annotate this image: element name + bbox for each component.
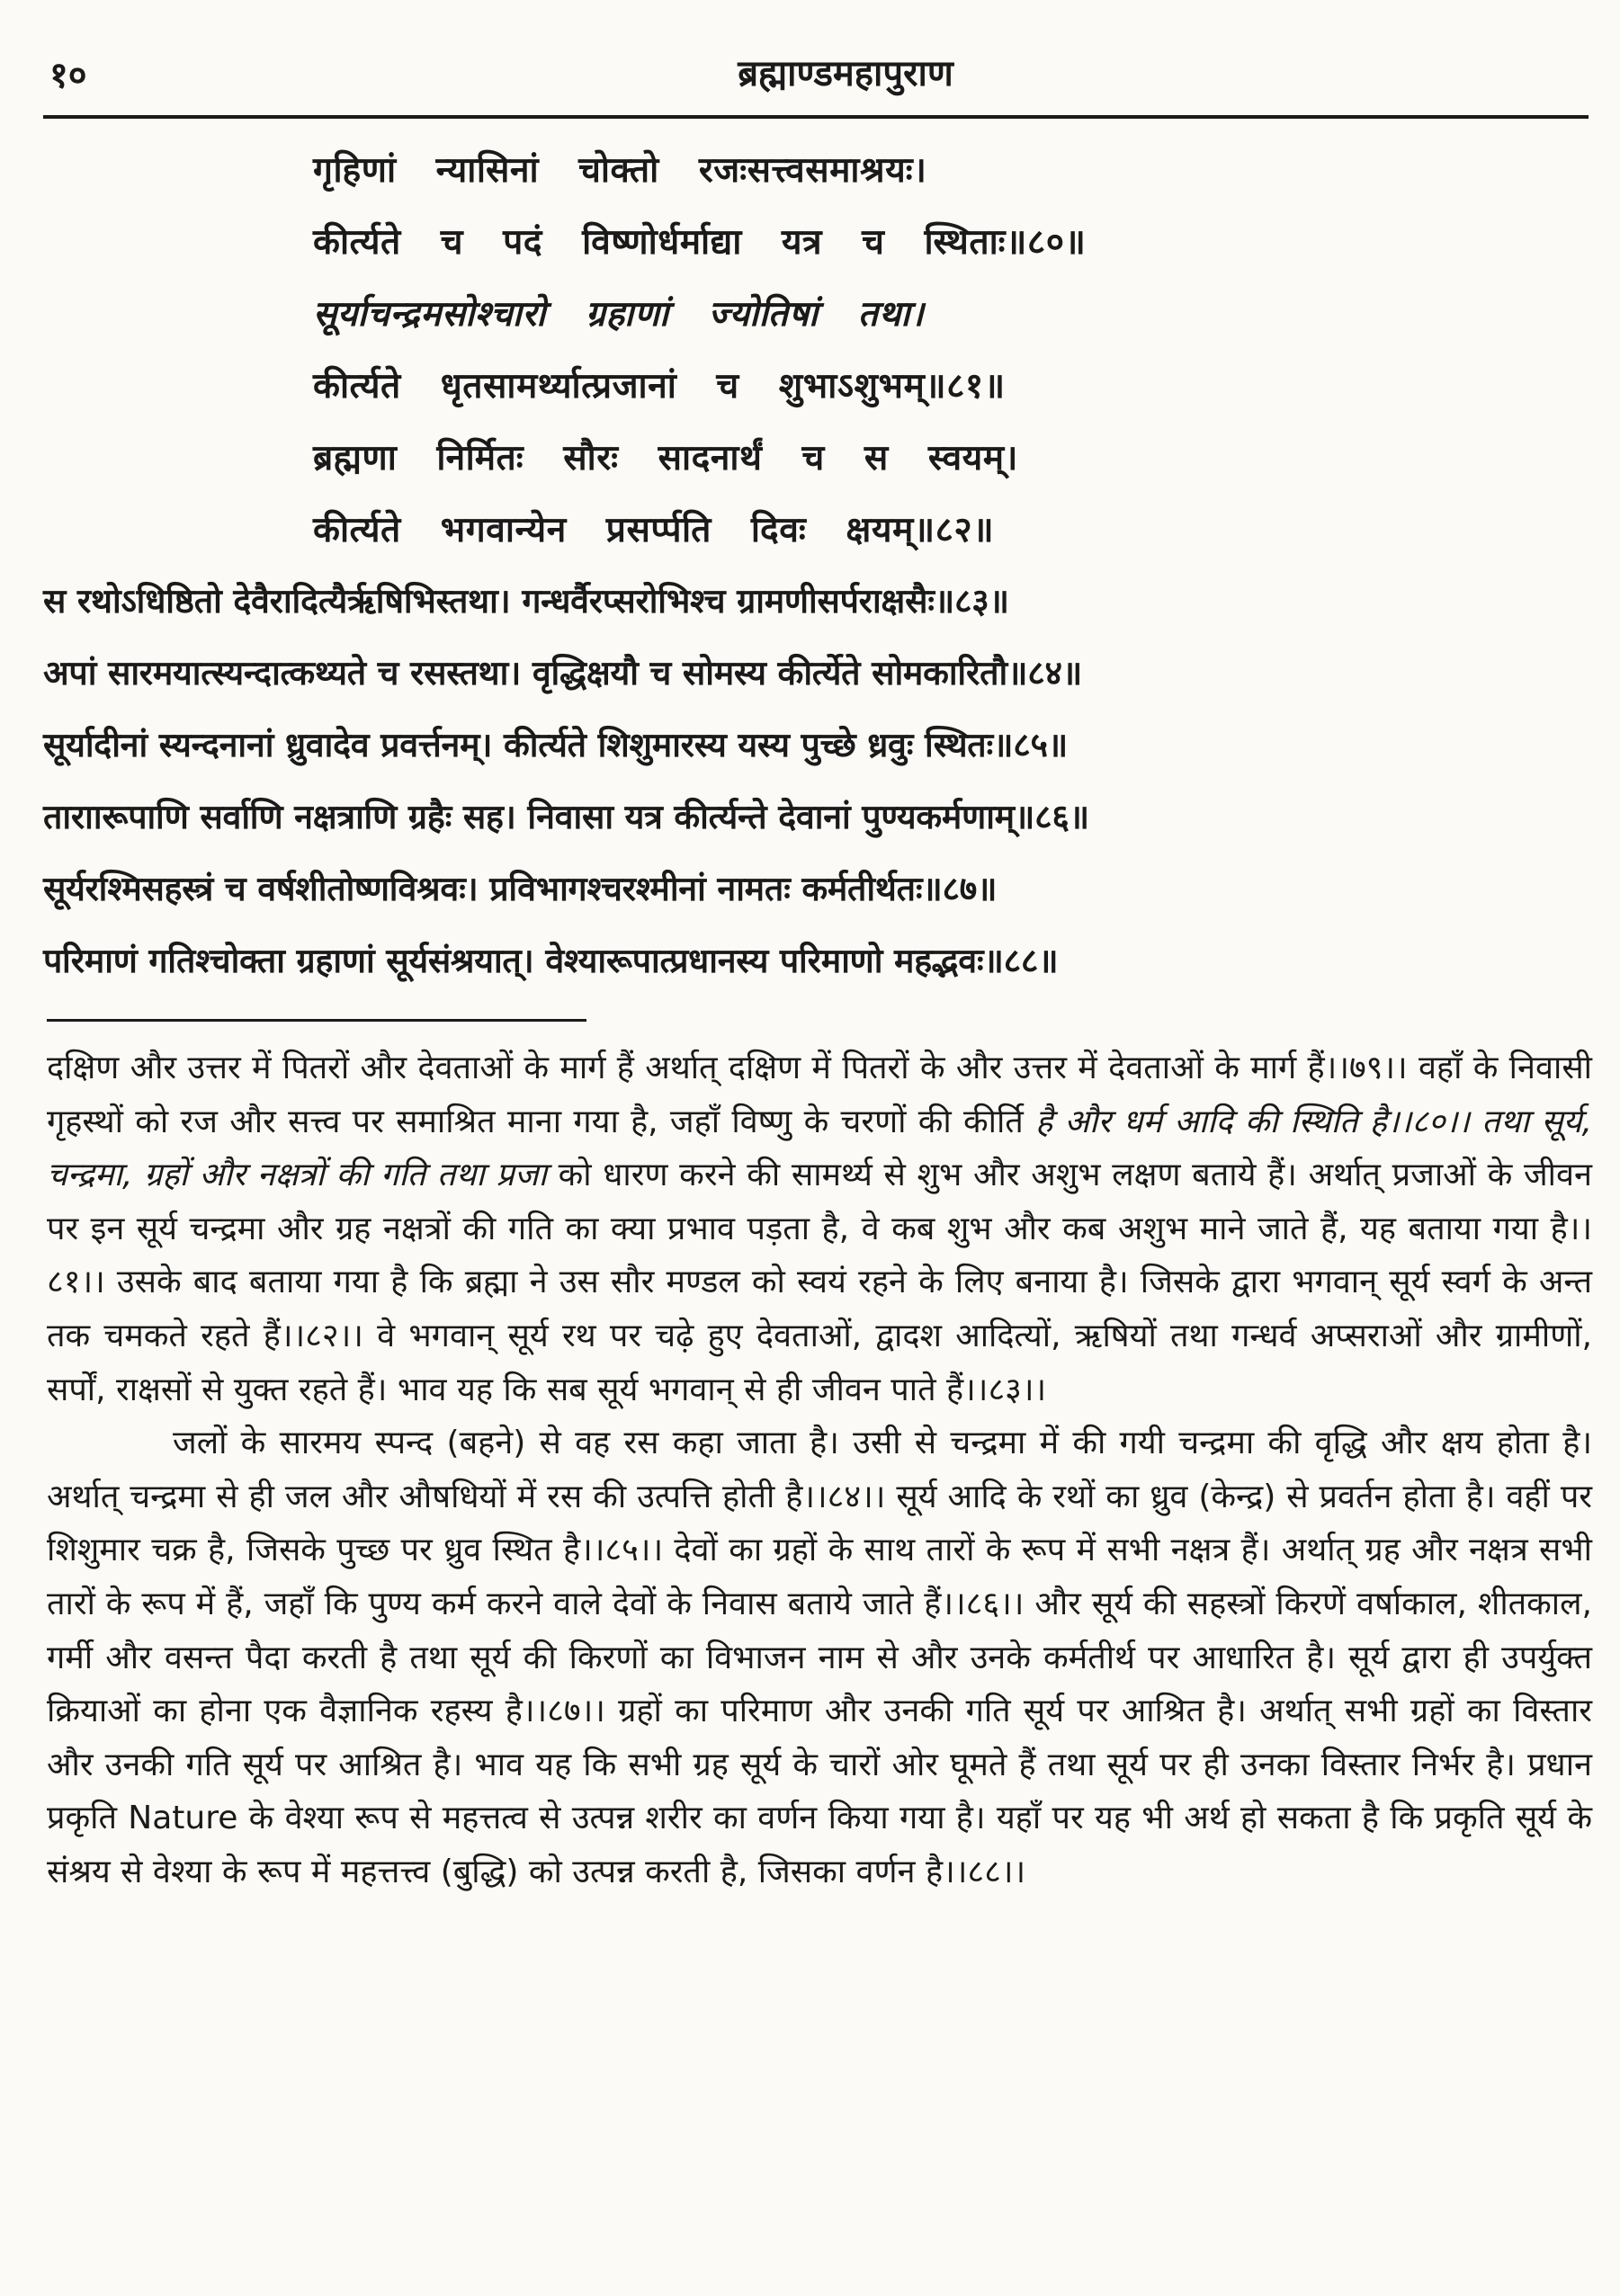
- verse-line: ताराारूपाणि सर्वाणि नक्षत्राणि ग्रहैः सह। निवासा यत्र कीर्त्यन्ते देवानां पुण्यकर्मणाम्॥८६॥: [43, 797, 1089, 836]
- commentary-paragraph: [47, 1041, 1592, 1416]
- hindi-commentary: [47, 1041, 1592, 1899]
- commentary-italic-text: है और धर्म आदि की स्थिति है।।८०।। तथा सूर्य, चन्द्रमा, ग्रहों और नक्षत्रों की गति तथा प्रजा: [47, 1103, 1592, 1194]
- commentary-text: को धारण करने की सामर्थ्य से शुभ और अशुभ लक्षण बताये हैं। अर्थात् प्रजाओं के जीवन पर इन सूर्य चन्द्रमा और ग्रह नक्षत्रों की गति का क्या प्रभाव पड़ता है, वे कब शुभ और कब अशुभ माने जाते हैं, यह बताया गया है।।८१।। उसके बाद बताया गया है कि ब्रह्मा ने उस सौर मण्डल को स्वयं रहने के लिए बनाया है। जिसके द्वारा भगवान् सूर्य स्वर्ग के अन्त तक चमकते रहते हैं।।८२।। वे भगवान् सूर्य रथ पर चढ़े हुए देवताओं, द्वादश आदित्यों, ऋषियों तथा गन्धर्व अप्सराओं और ग्रामीणों, सर्पों, राक्षसों से युक्त रहते हैं। भाव यह कि सब सूर्य भगवान् से ही जीवन पाते हैं।।८३।।: [47, 1157, 1592, 1408]
- verse-line: कीर्त्यते च पदं विष्णोर्धर्माद्या यत्र च स्थिताः॥८०॥: [313, 222, 1087, 263]
- verse-line: सूर्याचन्द्रमसोश्चारो ग्रहाणां ज्योतिषां तथा।: [313, 294, 925, 335]
- verse-line: सूर्यादीनां स्यन्दनानां ध्रुवादेव प्रवर्त्तनम्। कीर्त्यते शिशुमारस्य यस्य पुच्छे ध्रवुः स्थितः॥८५॥: [43, 725, 1068, 764]
- verse-line: कीर्त्यते भगवान्येन प्रसर्प्पति दिवः क्षयम्॥८२॥: [313, 510, 995, 550]
- commentary-text: दक्षिण और उत्तर में पितरों और देवताओं के मार्ग हैं अर्थात् दक्षिण में पितरों के और उत्तर में देवताओं के मार्ग हैं।।७९।। वहाँ के निवासी गृहस्थों को रज और सत्त्व पर समाश्रित माना गया है, जहाँ विष्णु के चरणों की कीर्ति: [47, 1050, 1592, 1140]
- verse-line: गृहिणां न्यासिनां चोक्तो रजःसत्त्वसमाश्रयः।: [313, 150, 927, 191]
- running-head-title: ब्रह्माण्डमहापुराण: [738, 53, 953, 94]
- verse-line: अपां सारमयात्स्यन्दात्कथ्यते च रसस्तथा। वृद्धिक्षयौ च सोमस्य कीर्त्येते सोमकारितौ॥८४॥: [43, 653, 1082, 692]
- page-number: १०: [49, 55, 87, 96]
- verse-line: कीर्त्यते धृतसामर्थ्यात्प्रजानां च शुभाऽशुभम्॥८१॥: [313, 366, 1006, 406]
- verse-line: स रथोऽधिष्ठितो देवैरादित्यैर्ऋषिभिस्तथा। गन्धर्वैरप्सरोभिश्च ग्रामणीसर्पराक्षसैः॥८३॥: [43, 581, 1009, 621]
- header-rule: [43, 115, 1589, 119]
- section-divider: [47, 1019, 586, 1022]
- verse-line: ब्रह्मणा निर्मितः सौरः सादनार्थं च स स्वयम्।: [313, 438, 1018, 478]
- verse-line: सूर्यरश्मिसहस्त्रं च वर्षशीतोष्णविश्रवः। प्रविभागश्चरश्मीनां नामतः कर्मतीर्थतः॥८७॥: [43, 869, 998, 908]
- commentary-paragraph: जलों के सारमय स्पन्द (बहने) से वह रस कहा जाता है। उसी से चन्द्रमा में की गयी चन्द्रमा की वृद्धि और क्षय होता है। अर्थात् चन्द्रमा से ही जल और औषधियों में रस की उत्पत्ति होती है।।८४।। सूर्य आदि के रथों का ध्रुव (केन्द्र) से प्रवर्तन होता है। वहीं पर शिशुमार चक्र है, जिसके पुच्छ पर ध्रुव स्थित है।।८५।। देवों का ग्रहों के साथ तारों के रूप में सभी नक्षत्र हैं। अर्थात् ग्रह और नक्षत्र सभी तारों के रूप में हैं, जहाँ कि पुण्य कर्म करने वाले देवों के निवास बताये जाते हैं।।८६।। और सूर्य की सहस्त्रों किरणें वर्षाकाल, शीतकाल, गर्मी और वसन्त पैदा करती है तथा सूर्य की किरणों का विभाजन नाम से और उनके कर्मतीर्थ पर आधारित है। सूर्य द्वारा ही उपर्युक्त क्रियाओं का होना एक वैज्ञानिक रहस्य है।।८७।। ग्रहों का परिमाण और उनकी गति सूर्य पर आश्रित है। अर्थात् सभी ग्रहों का विस्तार और उनकी गति सूर्य पर आश्रित है। भाव यह कि सभी ग्रह सूर्य के चारों ओर घूमते हैं तथा सूर्य पर ही उनका विस्तार निर्भर है। प्रधान प्रकृति Nature के वेश्या रूप से महत्तत्व से उत्पन्न शरीर का वर्णन किया गया है। यहाँ पर यह भी अर्थ हो सकता है कि प्रकृति सूर्य के संश्रय से वेश्या के रूप में महत्तत्त्व (बुद्धि) को उत्पन्न करती है, जिसका वर्णन है।।८८।।: [47, 1425, 1592, 1890]
- verse-line: परिमाणं गतिश्चोक्ता ग्रहाणां सूर्यसंश्रयात्। वेश्यारूपात्प्रधानस्य परिमाणो महद्भवः॥८८॥: [43, 941, 1059, 980]
